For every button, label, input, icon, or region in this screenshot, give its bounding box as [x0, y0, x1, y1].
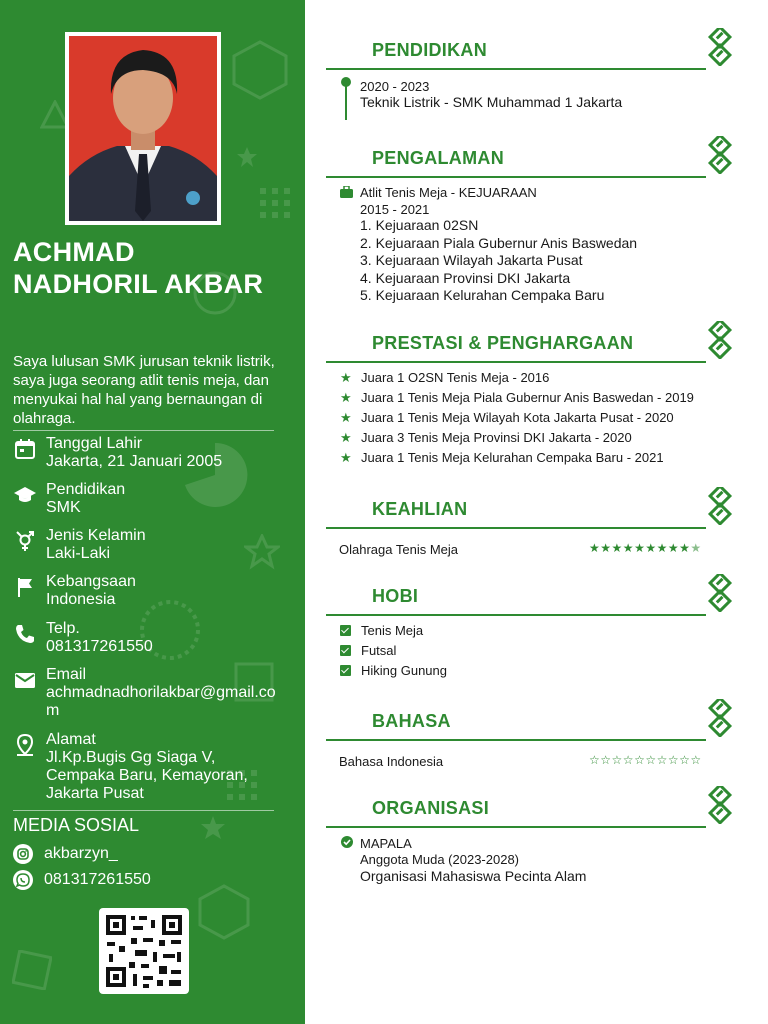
instagram-icon [13, 844, 33, 864]
rating-star-icon: ★ [611, 541, 623, 555]
info-label: Email [46, 666, 87, 683]
calendar-icon [13, 437, 37, 461]
checkbox-icon [340, 625, 351, 636]
section-header-pengalaman [326, 148, 736, 188]
ornament-icon [702, 28, 738, 66]
checkbox-icon [340, 665, 351, 676]
achievement-item: ★ Juara 1 Tenis Meja Kelurahan Cempaka Baru - 2021 [340, 448, 760, 468]
section-title: PENGALAMAN [372, 148, 504, 168]
star-decoration-2 [200, 815, 226, 841]
dots-decoration [258, 186, 294, 222]
whatsapp-icon [13, 870, 33, 890]
achievement-item: ★ Juara 3 Tenis Meja Provinsi DKI Jakarta - 2020 [340, 428, 760, 448]
rating-star-icon: ☆ [622, 753, 635, 767]
info-nationality [13, 573, 288, 609]
section-title: ORGANISASI [372, 798, 490, 818]
info-value: 081317261550 [46, 638, 153, 655]
organization-role: Anggota Muda (2023-2028) [360, 852, 520, 867]
profile-summary: Saya lulusan SMK jurusan teknik listrik, saya juga seorang atlit tenis meja, dan menyukai hal hal yang bernaungan di olahraga. [13, 353, 275, 427]
education-school: Teknik Listrik - SMK Muhammad 1 Jakarta [360, 94, 623, 110]
sidebar [0, 0, 305, 1024]
rating-star-icon: ☆ [690, 753, 702, 767]
skill-rating-stars [589, 541, 702, 555]
experience-list [360, 217, 637, 305]
achievement-item: ★ Juara 1 Tenis Meja Piala Gubernur Anis Baswedan - 2019 [340, 388, 760, 408]
achievement-item: ★ Juara 1 O2SN Tenis Meja - 2016 [340, 368, 760, 388]
section-line [326, 614, 706, 616]
gender-icon [13, 529, 37, 553]
section-line [326, 176, 706, 178]
section-line [326, 361, 706, 363]
name-line-2: NADHORIL AKBAR [13, 269, 264, 299]
section-line [326, 68, 706, 70]
social-whatsapp[interactable] [13, 870, 273, 890]
rating-star-icon: ★ [645, 541, 657, 555]
section-line [326, 739, 706, 741]
section-title: PRESTASI & PENGHARGAAN [372, 333, 634, 353]
info-label: Alamat [46, 731, 96, 748]
phone-icon [13, 622, 37, 646]
rating-star-icon: ☆ [634, 753, 646, 767]
language-rating-stars [589, 753, 702, 767]
hexagon-decoration [230, 40, 290, 100]
hobby-item: Hiking Gunung [340, 661, 447, 681]
rating-star-icon: ★ [589, 541, 601, 555]
info-label: Tanggal Lahir [46, 435, 143, 452]
info-label: Kebangsaan [46, 573, 136, 590]
flag-icon [13, 575, 37, 599]
info-email [13, 666, 288, 720]
list-item: 3. Kejuaraan Wilayah Jakarta Pusat [360, 252, 583, 268]
organization-name: MAPALA [360, 836, 412, 851]
qr-code[interactable] [99, 908, 189, 994]
main-content [305, 0, 768, 1024]
info-gender [13, 527, 288, 563]
rating-star-icon: ☆ [611, 753, 623, 767]
divider [13, 810, 274, 811]
ornament-icon [702, 574, 738, 612]
info-value: Indonesia [46, 591, 116, 608]
rating-star-icon: ☆ [600, 753, 612, 767]
section-header-keahlian [326, 499, 736, 539]
rating-star-icon: ★ [622, 541, 635, 555]
info-value[interactable]: achmadnadhorilakbar@gmail.com [46, 684, 276, 719]
instagram-handle: akbarzyn_ [44, 845, 118, 862]
social-title: MEDIA SOSIAL [13, 815, 140, 835]
list-item: 1. Kejuaraan 02SN [360, 217, 479, 233]
rating-star-icon: ☆ [589, 753, 601, 767]
rating-star-icon: ☆ [645, 753, 657, 767]
info-label: Jenis Kelamin [46, 527, 146, 544]
rating-star-icon: ★ [634, 541, 646, 555]
section-line [326, 826, 706, 828]
list-item: 5. Kejuaraan Kelurahan Cempaka Baru [360, 287, 605, 303]
rating-star-icon: ☆ [679, 753, 691, 767]
education-years: 2020 - 2023 [360, 79, 430, 94]
hobby-item: Futsal [340, 641, 447, 661]
section-line [326, 527, 706, 529]
info-phone [13, 620, 288, 656]
social-instagram[interactable] [13, 844, 273, 864]
star-decoration [236, 146, 258, 168]
info-label: Telp. [46, 620, 80, 637]
whatsapp-number: 081317261550 [44, 871, 151, 888]
rating-star-icon: ★ [667, 541, 680, 555]
info-birth [13, 435, 288, 471]
experience-role: Atlit Tenis Meja - KEJUARAAN [360, 185, 537, 200]
skill-name: Olahraga Tenis Meja [339, 542, 458, 557]
qr-code-image [99, 908, 189, 994]
rating-star-icon: ★ [690, 541, 702, 555]
name-line-1: ACHMAD [13, 237, 135, 267]
rating-star-icon: ★ [600, 541, 612, 555]
achievement-item: ★ Juara 1 Tenis Meja Wilayah Kota Jakarta Pusat - 2020 [340, 408, 760, 428]
organization-description: Organisasi Mahasiswa Pecinta Alam [360, 868, 587, 884]
rating-star-icon: ☆ [656, 753, 668, 767]
square-decoration-2 [12, 950, 52, 990]
info-value: SMK [46, 499, 81, 516]
email-icon [13, 668, 37, 692]
list-item: 4. Kejuaraan Provinsi DKI Jakarta [360, 269, 571, 286]
info-value: Jl.Kp.Bugis Gg Siaga V, Cempaka Baru, Kemayoran, Jakarta Pusat [46, 749, 248, 802]
check-circle-icon [341, 836, 353, 848]
briefcase-icon [340, 186, 353, 198]
section-title: BAHASA [372, 711, 451, 731]
list-item: 2. Kejuaraan Piala Gubernur Anis Baswedan [360, 234, 638, 251]
info-value: Jakarta, 21 Januari 2005 [46, 453, 223, 470]
section-header-pendidikan [326, 40, 736, 80]
location-icon [13, 733, 37, 757]
section-header-hobi [326, 586, 736, 626]
timeline-marker [341, 77, 353, 121]
section-header-bahasa [326, 711, 736, 751]
graduation-cap-icon [13, 483, 37, 507]
section-header-organisasi [326, 798, 736, 838]
person-portrait [69, 36, 217, 221]
ornament-icon [702, 699, 738, 737]
info-address [13, 731, 288, 803]
info-label: Pendidikan [46, 481, 126, 498]
rating-star-icon: ★ [679, 541, 691, 555]
ornament-icon [702, 136, 738, 174]
experience-years: 2015 - 2021 [360, 202, 430, 217]
section-title: HOBI [372, 586, 419, 606]
achievement-list [340, 368, 760, 468]
ornament-icon [702, 321, 738, 359]
hobby-item: Tenis Meja [340, 621, 447, 641]
section-header-prestasi [326, 333, 736, 373]
section-title: KEAHLIAN [372, 499, 468, 519]
info-value: Laki-Laki [46, 545, 111, 562]
profile-photo [65, 32, 221, 225]
ornament-icon [702, 487, 738, 525]
hexagon-decoration-2 [196, 884, 252, 940]
full-name [13, 236, 293, 300]
language-name: Bahasa Indonesia [339, 754, 444, 769]
hobby-list [340, 621, 447, 681]
divider [13, 430, 274, 431]
checkbox-icon [340, 645, 351, 656]
info-education [13, 481, 288, 517]
section-title: PENDIDIKAN [372, 40, 488, 60]
rating-star-icon: ★ [656, 541, 668, 555]
rating-star-icon: ☆ [667, 753, 680, 767]
ornament-icon [702, 786, 738, 824]
